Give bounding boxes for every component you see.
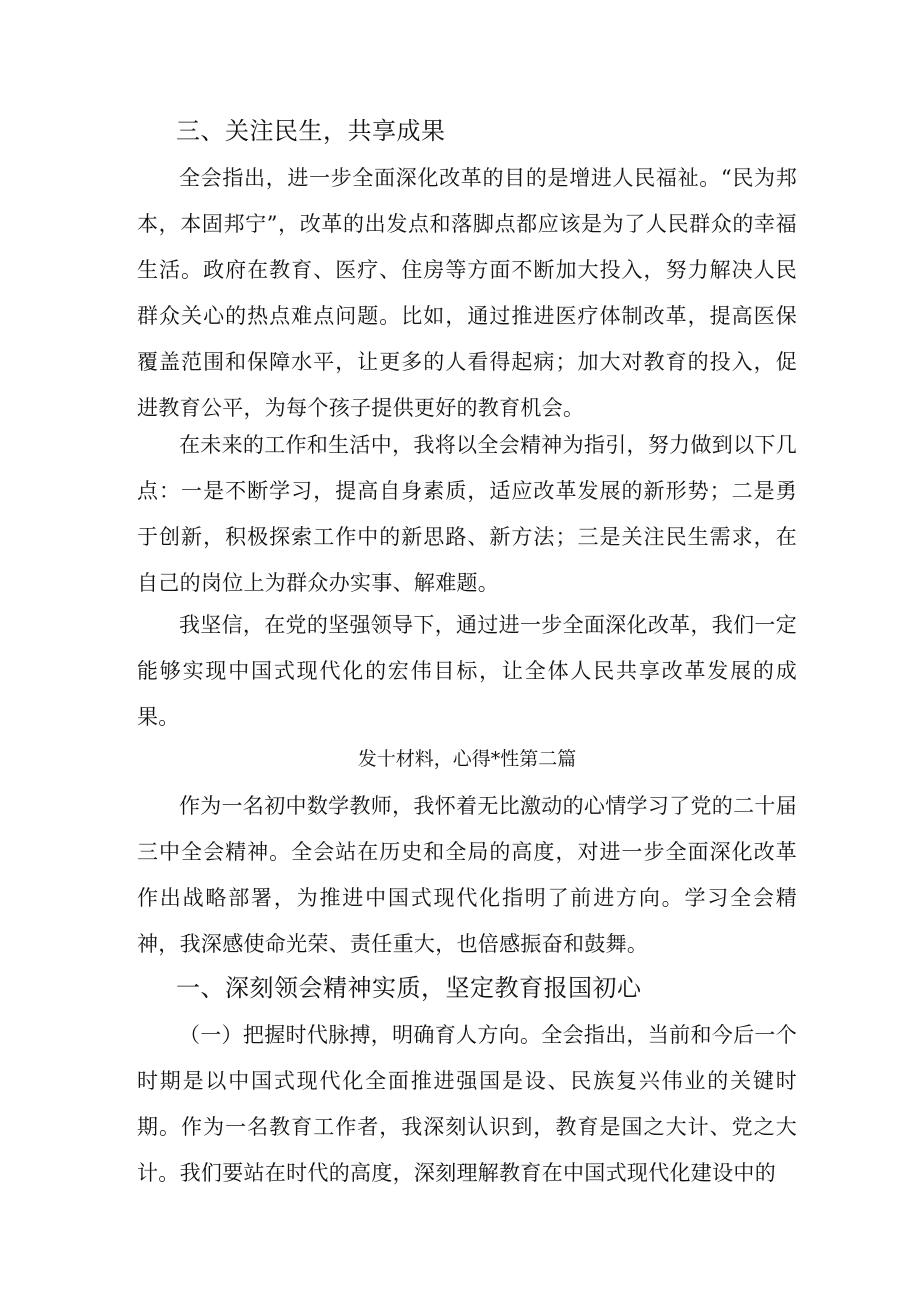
paragraph-5: （一）把握时代脉搏，明确育人方向。全会指出，当前和今后一个时期是以中国式现代化全面推进强国是设、民族复兴伟业的关键时期。作为一名教育工作者，我深刻认识到，教育是国之大计、党之大计。我们要站在时代的高度，深刻理解教育在中国式现代化建设中的	[137, 1023, 797, 1185]
paragraph-1: 全会指出，进一步全面深化改革的目的是增进人民福祉。“民为邦本，本固邦宁”，改革的出发点和落脚点都应该是为了人民群众的幸福生活。政府在教育、医疗、住房等方面不断加大投入，努力解决人民群众关心的热点难点问题。比如，通过推进医疗体制改革，提高医保覆盖范围和保障水平，让更多的人看得起病；加大对教育的投入，促进教育公平，为每个孩子提供更好的教育机会。	[137, 166, 797, 420]
section-heading-3: 三、关注民生，共享成果	[176, 117, 446, 145]
section-heading-1: 一、深刻领会精神实质，坚定教育报国初心	[176, 974, 642, 1002]
article-title: 发十材料，心得*性第二篇	[357, 748, 577, 770]
paragraph-2: 在未来的工作和生活中，我将以全会精神为指引，努力做到以下几点：一是不断学习，提高自身素质，适应改革发展的新形势；二是勇于创新，积极探索工作中的新思路、新方法；三是关注民生需求，在自己的岗位上为群众办实事、解难题。	[137, 433, 797, 595]
paragraph-3: 我坚信，在党的坚强领导下，通过进一步全面深化改革，我们一定能够实现中国式现代化的宏伟目标，让全体人民共享改革发展的成果。	[137, 613, 797, 729]
paragraph-4: 作为一名初中数学教师，我怀着无比激动的心情学习了党的二十届三中全会精神。全会站在历史和全局的高度，对进一步全面深化改革作出战略部署，为推进中国式现代化指明了前进方向。学习全会精神，我深感使命光荣、责任重大，也倍感振奋和鼓舞。	[137, 794, 797, 956]
